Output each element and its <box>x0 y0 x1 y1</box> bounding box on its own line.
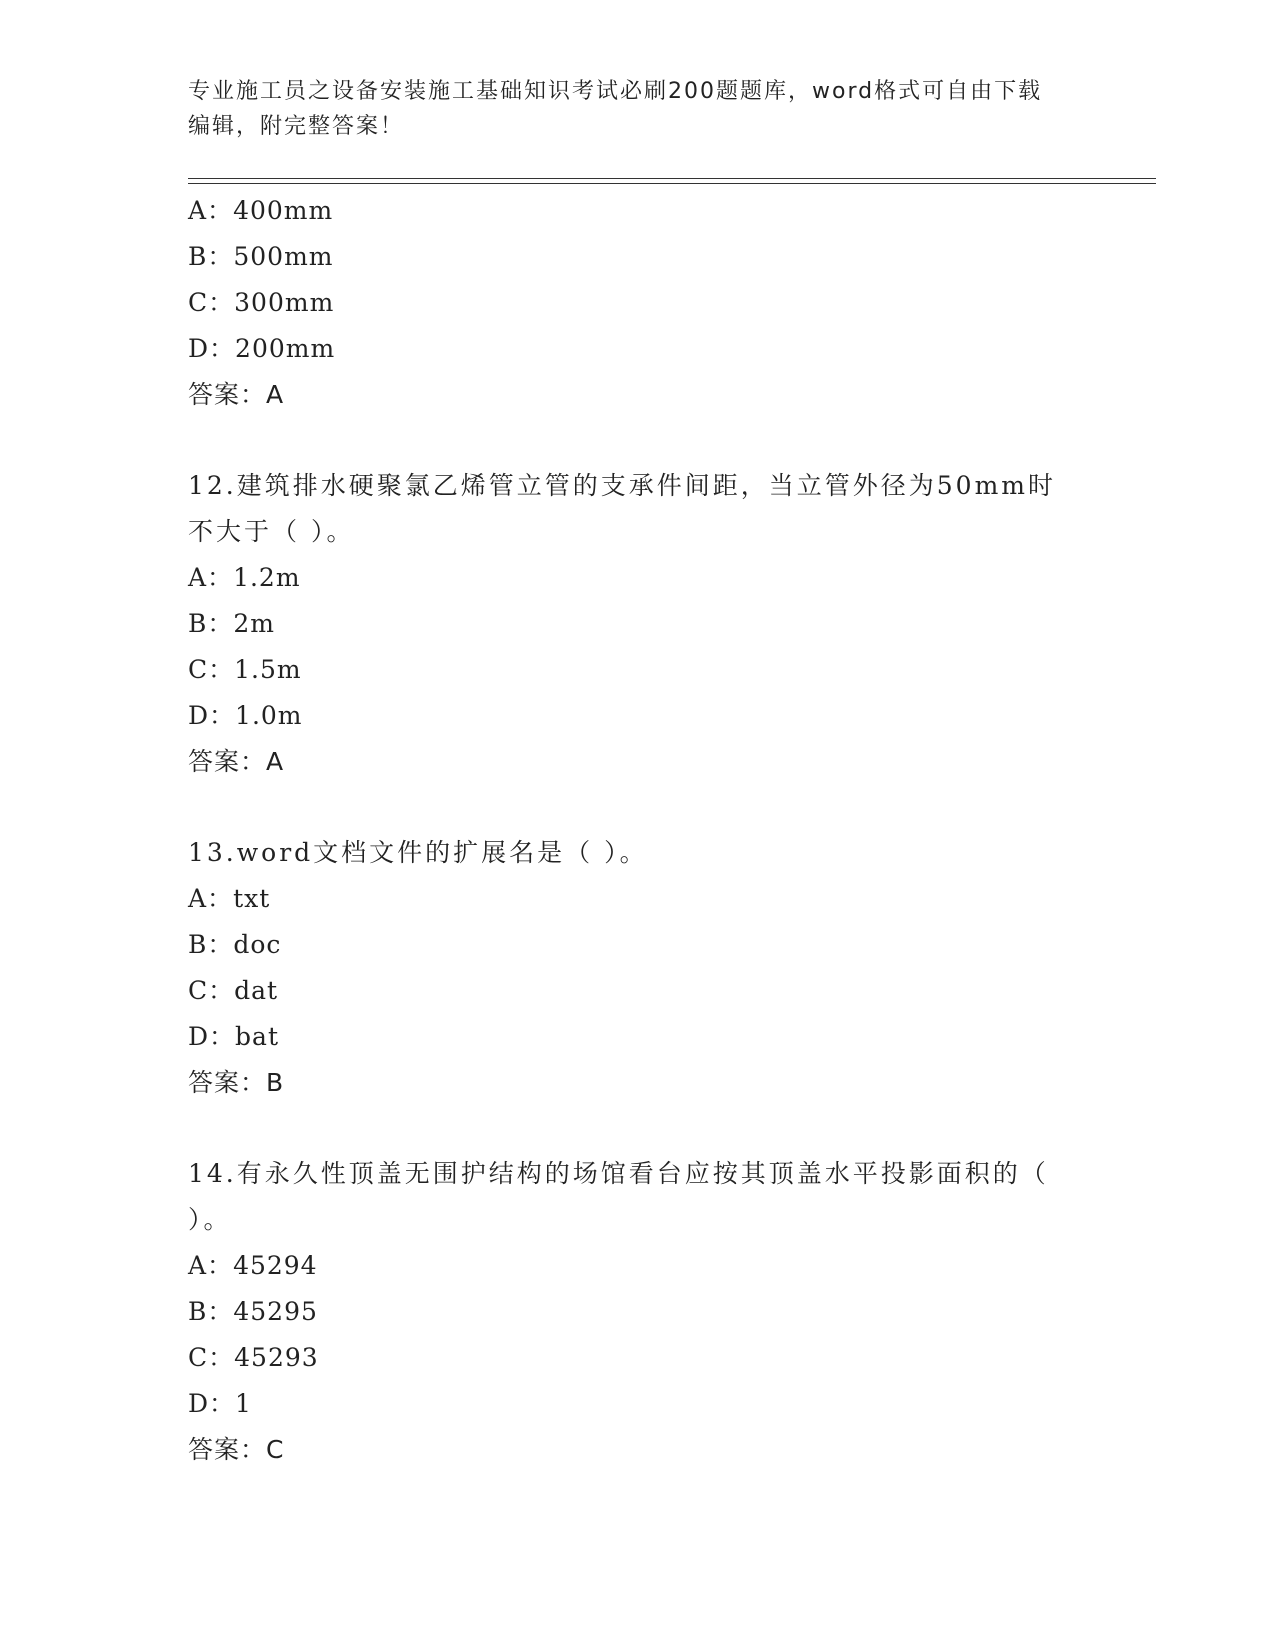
option-a <box>188 876 1088 922</box>
question-12 <box>188 463 1088 785</box>
option-label: C： <box>188 655 235 684</box>
option-c <box>188 968 1088 1014</box>
question-text-line: 不大于（ ）。 <box>188 517 355 546</box>
option-a <box>188 188 1088 234</box>
option-label: B： <box>188 930 234 959</box>
option-value: txt <box>233 884 271 913</box>
option-value: dat <box>234 976 279 1005</box>
option-value: bat <box>235 1022 280 1051</box>
option-c <box>188 1335 1088 1381</box>
option-label: B： <box>188 1297 234 1326</box>
option-label: B： <box>188 242 234 271</box>
option-value: 1.0m <box>235 701 303 730</box>
option-value: 1 <box>235 1389 252 1418</box>
question-14 <box>188 1151 1088 1473</box>
answer: 答案：C <box>188 1435 285 1464</box>
option-value: 45294 <box>233 1251 318 1280</box>
header-line-2: 编辑，附完整答案！ <box>188 114 405 139</box>
question-11-continuation <box>188 188 1088 418</box>
question-text-line: ）。 <box>188 1205 232 1234</box>
option-label: C： <box>188 288 235 317</box>
option-d <box>188 326 1088 372</box>
option-value: doc <box>233 930 282 959</box>
option-label: D： <box>188 1022 236 1051</box>
option-value: 200mm <box>235 334 336 363</box>
question-text-line: 12.建筑排水硬聚氯乙烯管立管的支承件间距，当立管外径为50mm时 <box>188 471 1056 500</box>
option-label: C： <box>188 976 235 1005</box>
question-text-line: 14.有永久性顶盖无围护结构的场馆看台应按其顶盖水平投影面积的（ <box>188 1159 1049 1188</box>
option-d <box>188 1014 1088 1060</box>
option-label: A： <box>188 196 234 225</box>
option-b <box>188 1289 1088 1335</box>
option-c <box>188 280 1088 326</box>
answer: 答案：A <box>188 380 285 409</box>
option-b <box>188 922 1088 968</box>
option-label: B： <box>188 609 234 638</box>
option-a <box>188 1243 1088 1289</box>
option-value: 2m <box>233 609 275 638</box>
option-label: D： <box>188 1389 236 1418</box>
header-divider-bottom <box>188 183 1156 184</box>
option-label: A： <box>188 1251 234 1280</box>
answer: 答案：B <box>188 1068 285 1097</box>
option-b <box>188 601 1088 647</box>
option-d <box>188 693 1088 739</box>
option-value: 500mm <box>233 242 334 271</box>
option-value: 45295 <box>233 1297 318 1326</box>
answer: 答案：A <box>188 747 285 776</box>
option-label: D： <box>188 334 236 363</box>
option-value: 400mm <box>233 196 334 225</box>
question-13 <box>188 830 1088 1106</box>
option-label: A： <box>188 884 234 913</box>
option-d <box>188 1381 1088 1427</box>
option-value: 1.2m <box>233 563 301 592</box>
option-value: 1.5m <box>234 655 302 684</box>
option-label: C： <box>188 1343 235 1372</box>
option-a <box>188 555 1088 601</box>
option-label: D： <box>188 701 236 730</box>
header-line-1: 专业施工员之设备安装施工基础知识考试必刷200题题库，word格式可自由下载 <box>188 79 1043 104</box>
option-c <box>188 647 1088 693</box>
option-value: 45293 <box>234 1343 319 1372</box>
option-value: 300mm <box>234 288 335 317</box>
document-header <box>188 74 1088 144</box>
header-divider-top <box>188 178 1156 179</box>
question-list <box>188 188 1088 1473</box>
option-label: A： <box>188 563 234 592</box>
question-text-line: 13.word文档文件的扩展名是（ ）。 <box>188 838 648 867</box>
option-b <box>188 234 1088 280</box>
